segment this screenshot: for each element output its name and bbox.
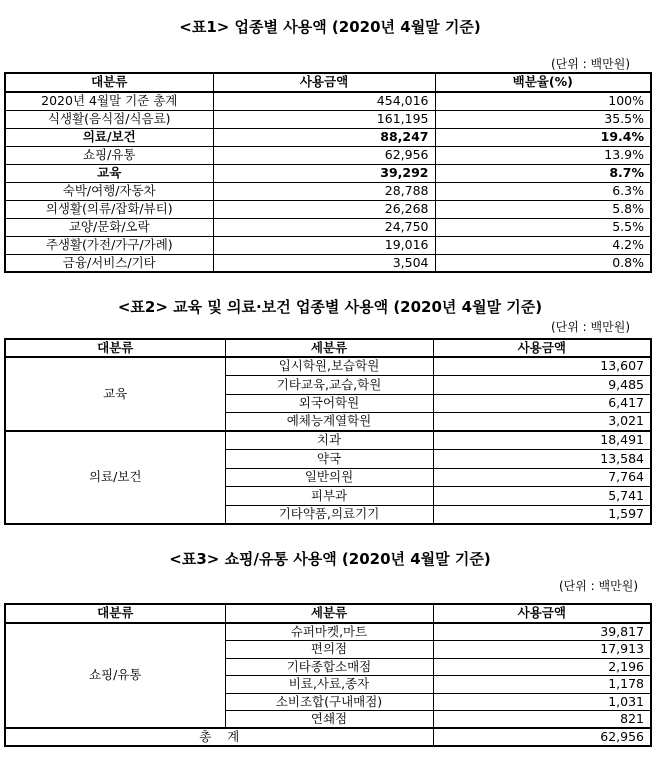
table1-cell-amount: 161,195 [213,110,435,128]
table2-cell-amount: 1,597 [433,505,651,524]
table1-row [5,128,651,146]
table1-unit: (단위 : 백만원) [551,57,630,71]
table1-cell-category: 교양/문화/오락 [5,218,213,236]
table1-cell-amount: 454,016 [213,92,435,110]
table2-cell-subcategory: 약국 [225,450,433,469]
table1-row [5,92,651,110]
table1-row [5,182,651,200]
table2-unit: (단위 : 백만원) [551,320,630,334]
table3-cell-subcategory: 편의점 [225,641,433,659]
table1-cell-category: 주생활(가전/가구/가례) [5,236,213,254]
table1-row [5,110,651,128]
table3-cell-category: 쇼핑/유통 [5,623,225,728]
table2-cell-amount: 13,584 [433,450,651,469]
table3-header-subcategory: 세분류 [225,604,433,623]
table2-cell-amount: 6,417 [433,394,651,413]
table2-header-amount: 사용금액 [433,339,651,357]
table2-cell-amount: 3,021 [433,413,651,432]
table3-header-amount: 사용금액 [433,604,651,623]
table2-header-row [5,339,651,357]
table1-row [5,146,651,164]
table2-cell-subcategory: 기타약품,의료기기 [225,505,433,524]
table3-cell-amount: 39,817 [433,623,651,641]
table1-row [5,200,651,218]
table2-cell-category: 의료/보건 [5,431,225,524]
table3-cell-amount: 17,913 [433,641,651,659]
table3-header-category: 대분류 [5,604,225,623]
table1-cell-percent: 4.2% [435,236,651,254]
table2-cell-subcategory: 외국어학원 [225,394,433,413]
table1-cell-amount: 24,750 [213,218,435,236]
table3-cell-amount: 1,178 [433,676,651,694]
table1-cell-percent: 5.5% [435,218,651,236]
table3-total-row [5,728,651,746]
table1-cell-percent: 35.5% [435,110,651,128]
table2-row [5,357,651,376]
table1-cell-amount: 3,504 [213,254,435,272]
table1-cell-category: 식생활(음식점/식음료) [5,110,213,128]
table1-cell-category: 금융/서비스/기타 [5,254,213,272]
table1-cell-amount: 88,247 [213,128,435,146]
table1-cell-category: 숙박/여행/자동차 [5,182,213,200]
table2-header-category: 대분류 [5,339,225,357]
table3-total-label: 총 계 [5,728,433,746]
table2-cell-subcategory: 일반의원 [225,468,433,487]
table3-header-row [5,604,651,623]
table1-cell-percent: 0.8% [435,254,651,272]
table1-cell-percent: 6.3% [435,182,651,200]
table3-cell-amount: 2,196 [433,658,651,676]
table3-cell-subcategory: 기타종합소매점 [225,658,433,676]
table1-row [5,164,651,182]
table1-cell-percent: 100% [435,92,651,110]
table1-cell-percent: 8.7% [435,164,651,182]
table2-cell-category: 교육 [5,357,225,431]
table2-cell-subcategory: 피부과 [225,487,433,506]
table2-cell-subcategory: 치과 [225,431,433,450]
table1-cell-percent: 5.8% [435,200,651,218]
table3-unit: (단위 : 백만원) [559,579,638,593]
table1-header-row [5,73,651,92]
table2-row [5,431,651,450]
table2-cell-subcategory: 입시학원,보습학원 [225,357,433,376]
table1-cell-amount: 19,016 [213,236,435,254]
table1-cell-category: 교육 [5,164,213,182]
table2 [4,338,652,525]
table2-cell-subcategory: 예체능계열학원 [225,413,433,432]
table2-cell-amount: 5,741 [433,487,651,506]
table1-cell-amount: 26,268 [213,200,435,218]
table1-cell-category: 의생활(의류/잡화/뷰티) [5,200,213,218]
table1-header-percent: 백분율(%) [435,73,651,92]
table1-row [5,236,651,254]
table2-cell-amount: 7,764 [433,468,651,487]
table2-cell-amount: 13,607 [433,357,651,376]
table1-row [5,218,651,236]
table1 [4,72,652,273]
table3-cell-subcategory: 연쇄점 [225,711,433,729]
table3-cell-subcategory: 슈퍼마켓,마트 [225,623,433,641]
table2-title: <표2> 교육 및 의료·보건 업종별 사용액 (2020년 4월말 기준) [117,298,543,316]
table2-cell-amount: 18,491 [433,431,651,450]
table1-cell-percent: 19.4% [435,128,651,146]
table2-header-subcategory: 세분류 [225,339,433,357]
table3-cell-subcategory: 비료,사료,종자 [225,676,433,694]
table1-cell-category: 의료/보건 [5,128,213,146]
table1-cell-percent: 13.9% [435,146,651,164]
table3-cell-amount: 1,031 [433,693,651,711]
table1-cell-category: 2020년 4월말 기준 총계 [5,92,213,110]
table1-cell-category: 쇼핑/유통 [5,146,213,164]
table1-header-amount: 사용금액 [213,73,435,92]
table1-title: <표1> 업종별 사용액 (2020년 4월말 기준) [179,18,481,36]
table1-row [5,254,651,272]
table3-title: <표3> 쇼핑/유통 사용액 (2020년 4월말 기준) [169,550,491,568]
table2-cell-subcategory: 기타교육,교습,학원 [225,376,433,395]
table3 [4,603,652,747]
table1-cell-amount: 28,788 [213,182,435,200]
table2-cell-amount: 9,485 [433,376,651,395]
table3-total-amount: 62,956 [433,728,651,746]
table3-cell-subcategory: 소비조합(구내매점) [225,693,433,711]
table3-cell-amount: 821 [433,711,651,729]
table1-header-category: 대분류 [5,73,213,92]
table1-cell-amount: 39,292 [213,164,435,182]
table1-cell-amount: 62,956 [213,146,435,164]
table3-row [5,623,651,641]
